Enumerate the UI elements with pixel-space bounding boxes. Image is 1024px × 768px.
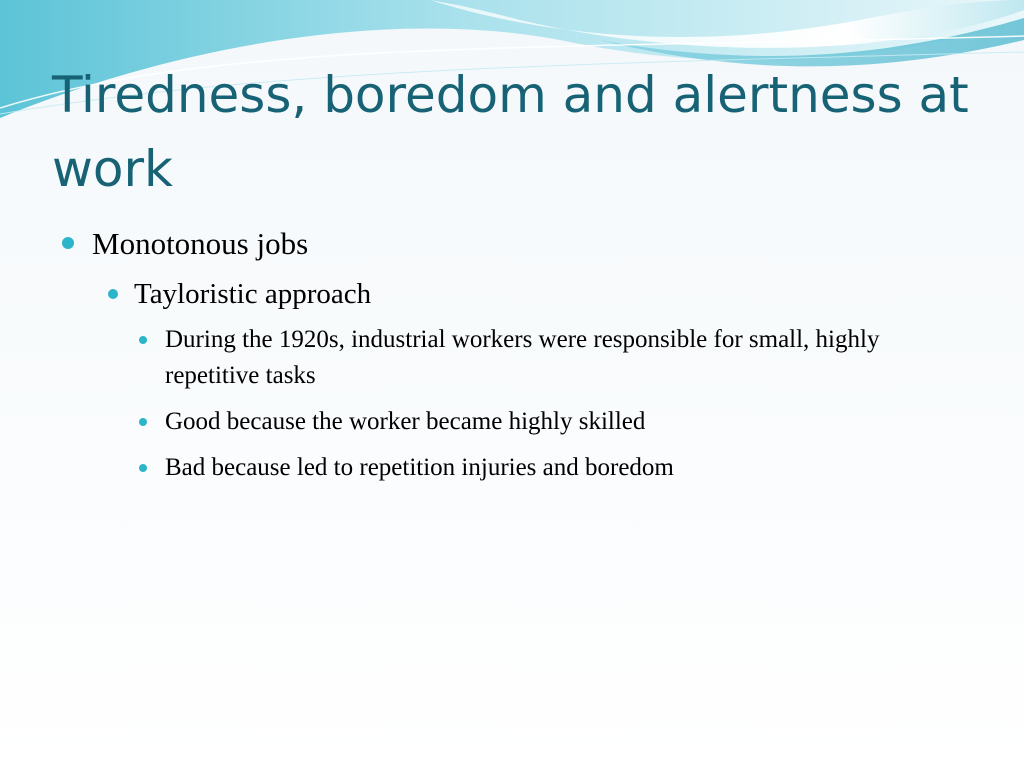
bullet-item-level-3	[60, 322, 960, 394]
bullet-text: During the 1920s, industrial workers were responsible for small, highly repetitive tasks	[165, 326, 880, 389]
bullet-item-level-3	[60, 404, 960, 440]
bullet-text: Monotonous jobs	[92, 226, 309, 261]
bullet-icon	[139, 464, 147, 472]
bullet-item-level-3	[60, 450, 960, 486]
bullet-icon	[139, 418, 147, 426]
slide-title: Tiredness, boredom and alertness at work	[52, 66, 969, 198]
bullet-text: Bad because led to repetition injuries and boredom	[165, 454, 674, 481]
bullet-item-level-1	[60, 222, 960, 266]
bullet-list	[60, 222, 960, 486]
bullet-icon	[139, 336, 147, 344]
bullet-icon	[108, 289, 118, 299]
bullet-text: Tayloristic approach	[134, 278, 372, 310]
bullet-item-level-2	[60, 274, 960, 314]
bullet-icon	[62, 237, 74, 249]
bullet-text: Good because the worker became highly skilled	[165, 408, 646, 435]
